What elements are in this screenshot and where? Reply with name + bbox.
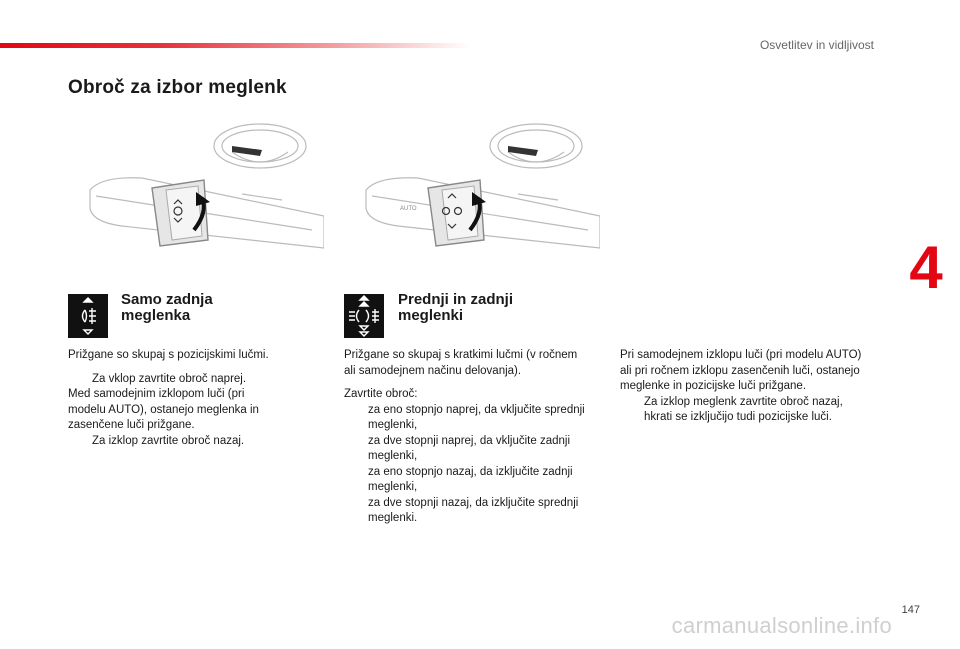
column-auto [620, 348, 882, 426]
front-rear-bullet-2: za dve stopnji naprej, da vključite zadnji meglenki, [344, 434, 594, 465]
bullet-marker-icon [344, 496, 368, 527]
auto-label: AUTO [400, 206, 417, 212]
bullet-marker-icon [68, 372, 92, 388]
stalk-illustration-front-rear [358, 112, 600, 260]
auto-paragraph: Pri samodejnem izklopu luči (pri modelu AUTO) ali pri ročnem izklopu zasenčenih luči, ostanejo meglenke in pozicijske luči prižgane. [620, 349, 862, 392]
front-rear-bullet-4: za dve stopnji nazaj, da izključite sprednji meglenki. [344, 496, 594, 527]
column-front-rear [344, 348, 594, 527]
front-rear-bullet-1: za eno stopnjo naprej, da vključite sprednji meglenki, [344, 403, 594, 434]
stalk-illustration-rear [82, 112, 324, 260]
chapter-number: 4 [909, 234, 943, 301]
bullet-marker-icon [344, 434, 368, 465]
bullet-marker-icon [620, 395, 644, 426]
page-title: Obroč za izbor meglenk [68, 77, 287, 98]
front-rear-lead: Zavrtite obroč: [344, 388, 418, 400]
bullet-marker-icon [344, 403, 368, 434]
bullet-marker-icon [344, 465, 368, 496]
bullet-marker-icon [68, 434, 92, 450]
rear-bullet-off: Za izklop zavrtite obroč nazaj. [68, 434, 288, 450]
rear-fog-symbol [68, 294, 108, 338]
rear-intro: Prižgane so skupaj s pozicijskimi lučmi. [68, 349, 269, 361]
section-title-front-rear: Prednji in zadnji meglenki [398, 291, 514, 324]
stalk-drawing-rear [82, 112, 324, 260]
front-rear-intro: Prižgane so skupaj s kratkimi lučmi (v ročnem ali samodejnem načinu delovanja). [344, 349, 578, 377]
rear-bullet-on: Za vklop zavrtite obroč naprej. [68, 372, 288, 388]
section-header: Osvetlitev in vidljivost [759, 38, 874, 52]
rear-note: Med samodejnim izklopom luči (pri modelu AUTO), ostanejo meglenka in zasenčene luči prižgane. [68, 388, 259, 431]
section-title-rear: Samo zadnja meglenka [121, 291, 213, 324]
auto-bullet: Za izklop meglenk zavrtite obroč nazaj, hkrati se izključijo tudi pozicijske luči. [620, 395, 882, 426]
front-rear-bullet-3: za eno stopnjo nazaj, da izključite zadnji meglenki, [344, 465, 594, 496]
page-number: 147 [901, 604, 920, 616]
column-rear [68, 348, 288, 449]
front-rear-fog-symbol [344, 294, 384, 338]
watermark[interactable]: carmanualsonline.info [671, 613, 892, 638]
stalk-drawing-front-rear [358, 112, 600, 260]
header-accent-bar [0, 43, 470, 48]
rear-fog-lamp-icon [68, 294, 108, 338]
front-rear-fog-lamp-icon [344, 294, 384, 338]
